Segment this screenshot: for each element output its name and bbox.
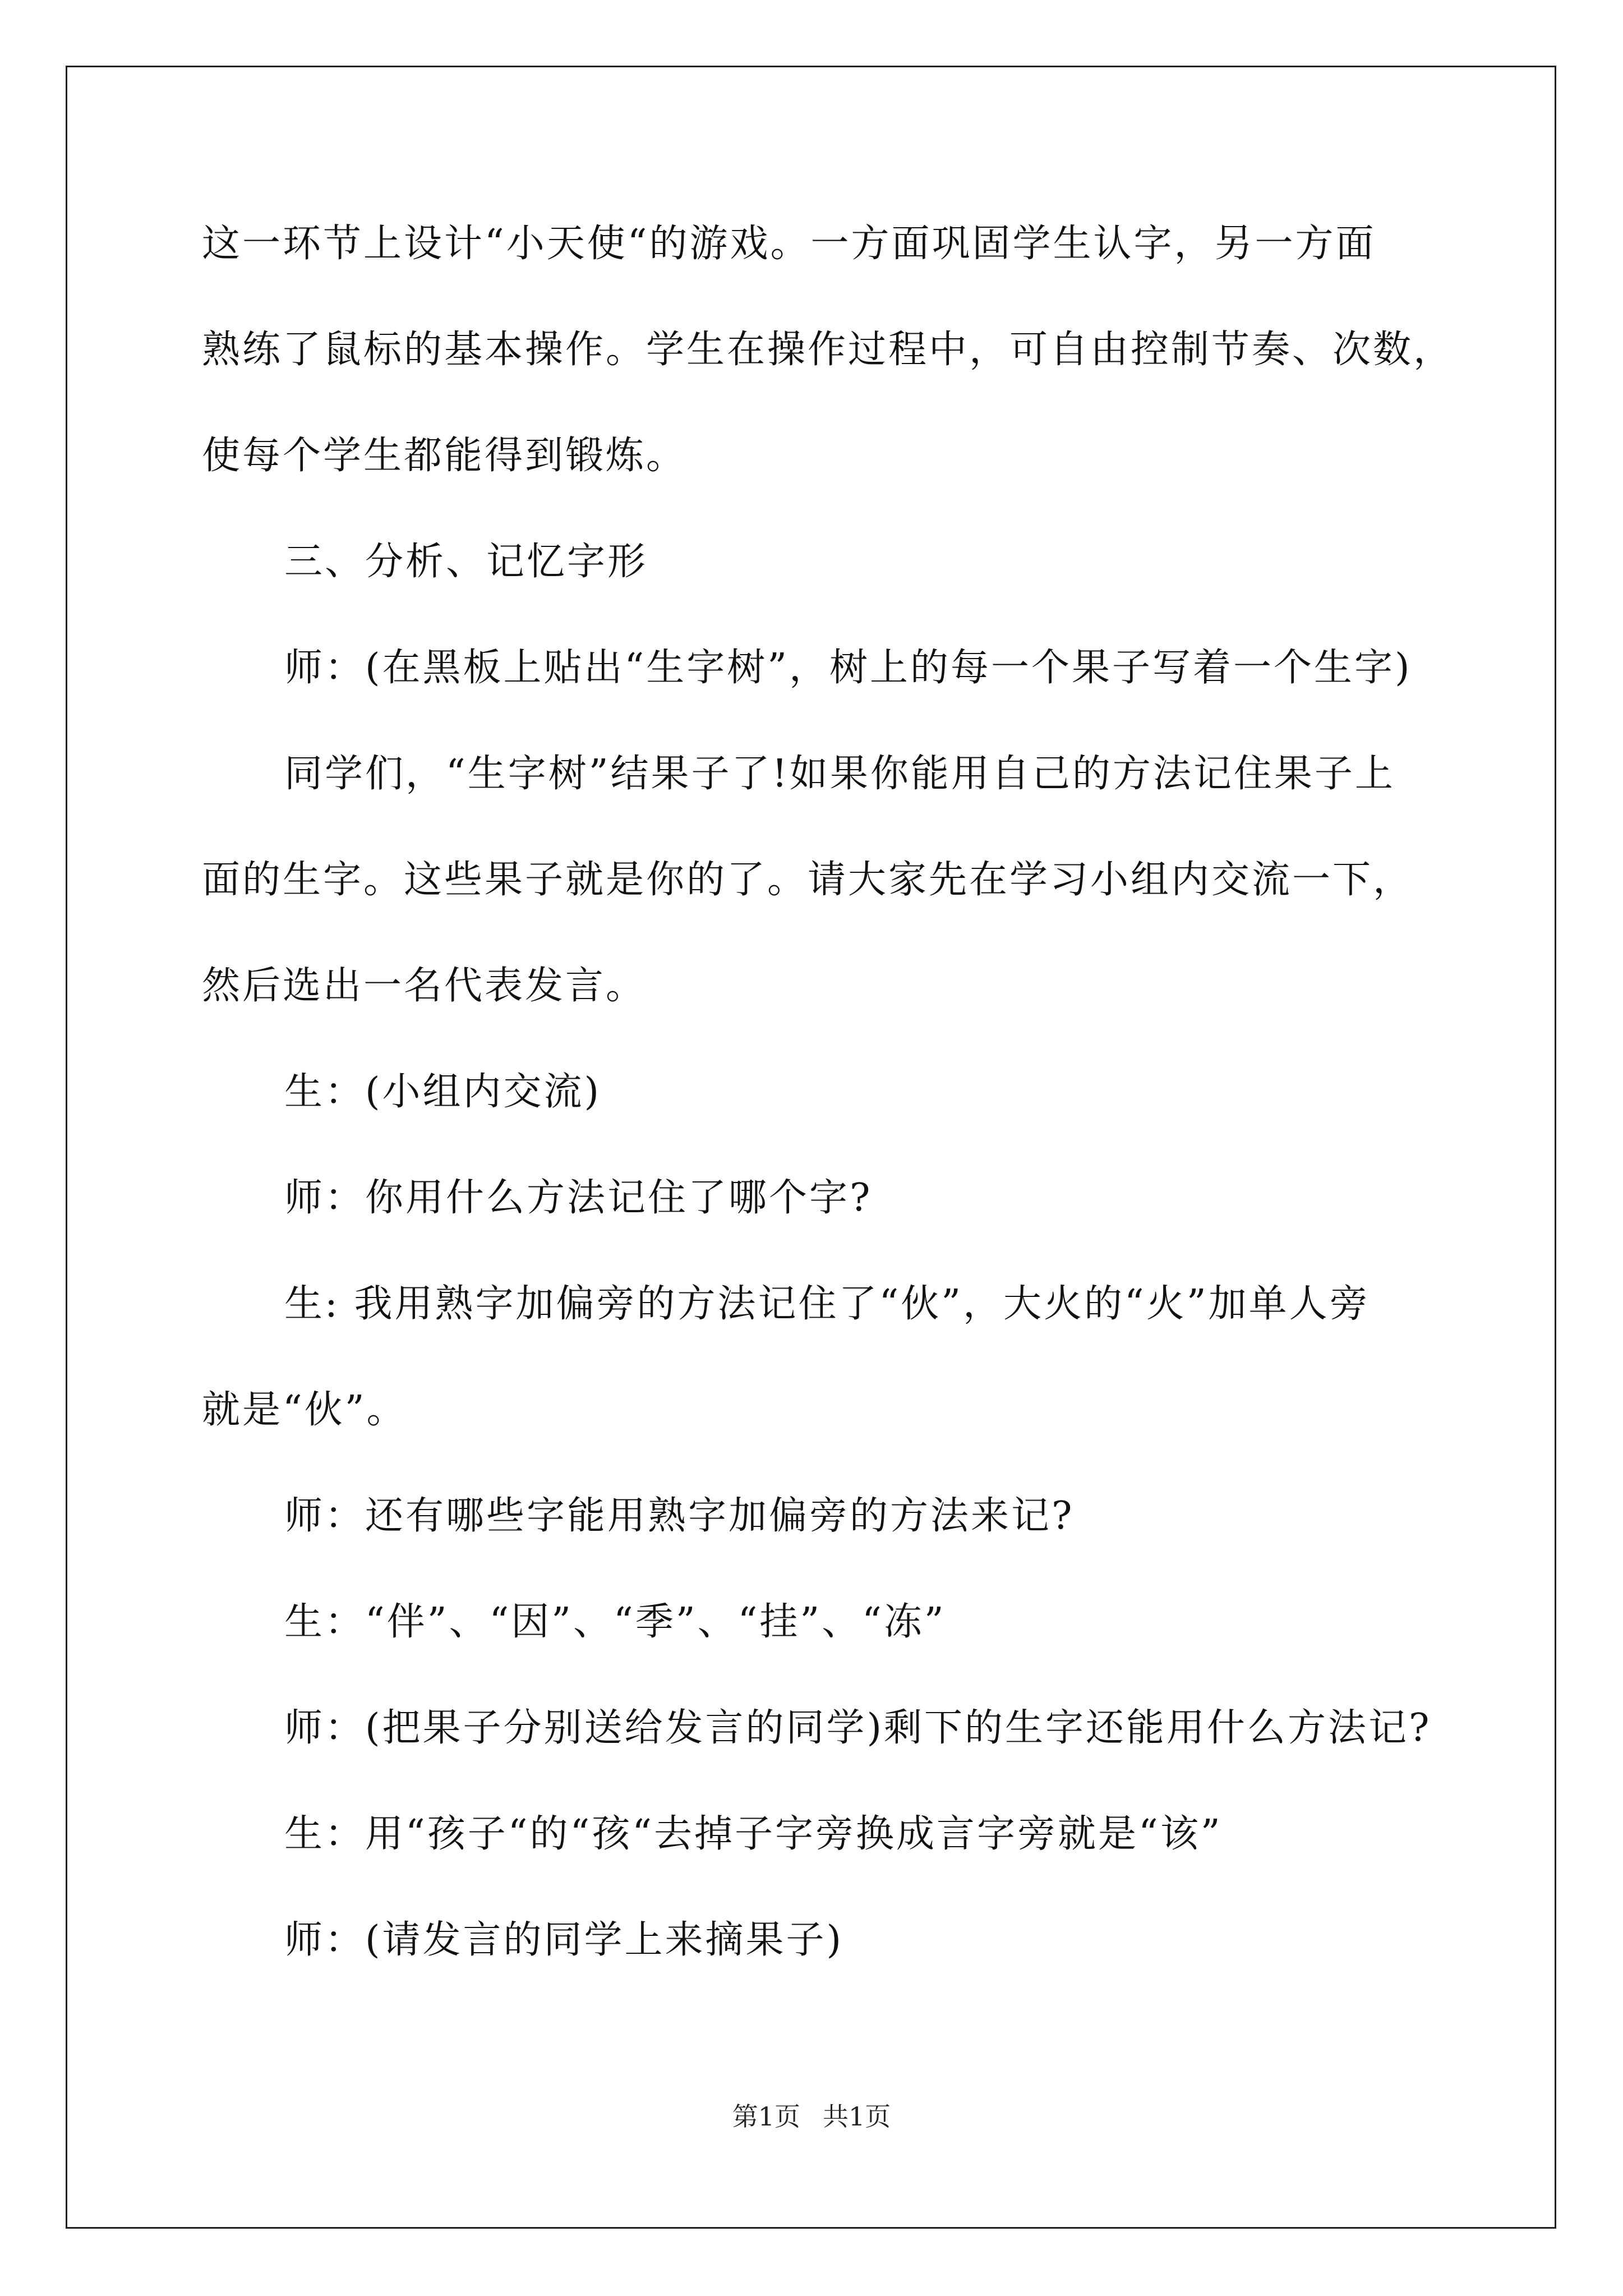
text-line: 熟练了鼠标的基本操作。学生在操作过程中，可自由控制节奏、次数， — [202, 328, 1454, 372]
text-line: 生: 我用熟字加偏旁的方法记住了“伙”，大火的“火”加单人旁 — [284, 1282, 1370, 1326]
page-total: 共1页 — [823, 2101, 891, 2132]
text-line: 生：“伴”、“因”、“季”、“挂”、“冻” — [284, 1600, 946, 1644]
text-line: 这一环节上设计“小天使“的游戏。一方面巩固学生认字，另一方面 — [202, 222, 1376, 266]
text-line: 师：还有哪些字能用熟字加偏旁的方法来记? — [284, 1494, 1075, 1538]
text-line: 使每个学生都能得到锻炼。 — [202, 434, 687, 478]
text-line: 同学们，“生字树”结果子了!如果你能用自己的方法记住果子上 — [284, 752, 1395, 796]
page-number: 第1页 — [732, 2101, 800, 2132]
text-line: 师：你用什么方法记住了哪个字? — [284, 1176, 873, 1220]
section-heading: 三、分析、记忆字形 — [284, 540, 648, 584]
text-line: 面的生字。这些果子就是你的了。请大家先在学习小组内交流一下， — [202, 858, 1414, 902]
text-line: 师：(请发言的同学上来摘果子) — [284, 1918, 844, 1962]
text-line: 生：(小组内交流) — [284, 1070, 602, 1114]
text-line: 师：(把果子分别送给发言的同学)剩下的生字还能用什么方法记? — [284, 1706, 1432, 1750]
text-line: 生：用“孩子“的“孩“去掉子字旁换成言字旁就是“该” — [284, 1812, 1223, 1856]
text-line: 然后选出一名代表发言。 — [202, 964, 647, 1008]
text-line: 师：(在黑板上贴出“生字树”，树上的每一个果子写着一个生字) — [284, 646, 1412, 690]
page-border — [66, 66, 1556, 2229]
text-line: 就是“伙”。 — [202, 1388, 407, 1432]
page-footer — [0, 2101, 1623, 2132]
